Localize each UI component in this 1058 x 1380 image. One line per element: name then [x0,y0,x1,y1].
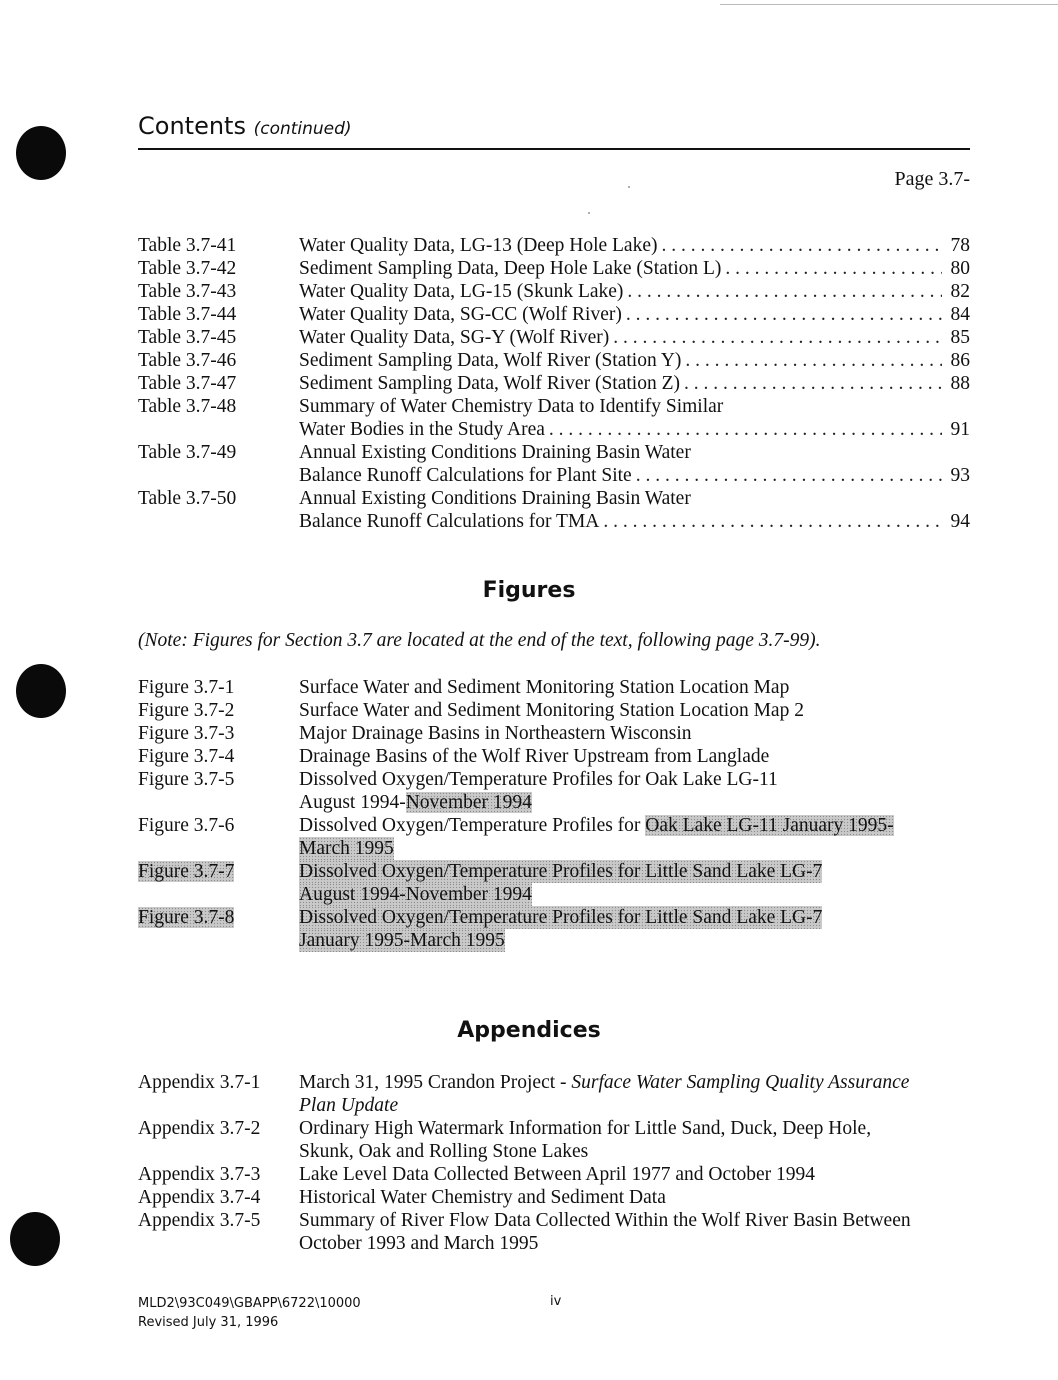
appendices-list [138,1071,970,1255]
table-title: Sediment Sampling Data, Wolf River (Station Y) [299,350,682,371]
figure-row[interactable] [138,768,970,814]
page-header [138,112,970,140]
appendix-number: Appendix 3.7-1 [138,1072,261,1093]
footer-page-number: iv [550,1294,562,1309]
appendix-row[interactable] [138,1117,970,1163]
appendix-title-italic-line2: Plan Update [299,1095,399,1116]
highlighted-text: November 1994 [405,792,532,813]
table-number: Table 3.7-46 [138,350,237,371]
table-number: Table 3.7-47 [138,373,237,394]
table-number: Table 3.7-50 [138,488,237,509]
dot-leader [622,303,942,326]
dot-leader [681,349,942,372]
figure-number: Figure 3.7-2 [138,700,235,721]
figure-title: Major Drainage Basins in Northeastern Wisconsin [299,723,692,744]
table-number: Table 3.7-48 [138,396,237,417]
figure-title: Surface Water and Sediment Monitoring Station Location Map [299,677,790,698]
figure-row[interactable] [138,860,970,906]
page-number: 85 [950,327,970,348]
appendices-heading: Appendices [457,1018,601,1043]
binder-hole-middle [16,664,66,718]
table-title: Water Quality Data, LG-15 (Skunk Lake) [299,281,624,302]
table-number: Table 3.7-44 [138,304,237,325]
tables-list [138,234,970,533]
table-title: Sediment Sampling Data, Wolf River (Station Z) [299,373,680,394]
appendix-title: Summary of River Flow Data Collected Within the Wolf River Basin Between [299,1210,911,1231]
toc-row[interactable] [138,395,970,441]
appendix-row[interactable] [138,1186,970,1209]
toc-row[interactable] [138,349,970,372]
toc-row[interactable] [138,257,970,280]
page-title [138,112,970,140]
figure-number: Figure 3.7-5 [138,769,235,790]
figure-row[interactable] [138,676,970,699]
table-title: Water Quality Data, SG-Y (Wolf River) [299,327,610,348]
page-number: 91 [950,419,970,440]
figure-row[interactable] [138,722,970,745]
dot-leader [657,234,942,257]
scan-edge-line [720,4,1058,5]
header-rule [138,148,970,150]
dot-leader [632,464,942,487]
toc-row[interactable] [138,372,970,395]
table-title: Sediment Sampling Data, Deep Hole Lake (Station L) [299,258,722,279]
table-number: Table 3.7-43 [138,281,237,302]
table-title-line1: Summary of Water Chemistry Data to Identify Similar [299,396,724,417]
page-number: 88 [950,373,970,394]
scan-speck [588,212,590,214]
dot-leader [680,372,942,395]
table-title-line2: Balance Runoff Calculations for TMA [299,511,600,532]
figure-title-line2: August 1994- [299,792,406,813]
page-number: 84 [950,304,970,325]
table-title-line1: Annual Existing Conditions Draining Basin Water [299,488,691,509]
dot-leader [721,257,942,280]
table-title-line2: Balance Runoff Calculations for Plant Site [299,465,632,486]
appendix-title: Ordinary High Watermark Information for Little Sand, Duck, Deep Hole, [299,1118,872,1139]
table-number: Table 3.7-41 [138,235,237,256]
toc-row[interactable] [138,326,970,349]
appendix-number: Appendix 3.7-2 [138,1118,261,1139]
table-number: Table 3.7-49 [138,442,237,463]
page-number: 82 [950,281,970,302]
table-title: Water Quality Data, SG-CC (Wolf River) [299,304,622,325]
binder-hole-top [16,126,66,180]
title-suffix: (continued) [253,119,352,139]
appendix-title-italic: Surface Water Sampling Quality Assurance [571,1072,910,1093]
page-column-label: Page 3.7- [894,168,970,190]
appendix-title-line2: October 1993 and March 1995 [299,1233,539,1254]
figure-title-line1: Dissolved Oxygen/Temperature Profiles for Little Sand Lake LG-7 [299,861,823,882]
dot-leader [623,280,942,303]
page-number: 78 [950,235,970,256]
binder-hole-bottom [10,1212,60,1266]
appendix-number: Appendix 3.7-4 [138,1187,261,1208]
figure-row[interactable] [138,814,970,860]
dot-leader [545,418,942,441]
toc-row[interactable] [138,441,970,487]
figure-number: Figure 3.7-1 [138,677,235,698]
toc-row[interactable] [138,303,970,326]
appendix-row[interactable] [138,1209,970,1255]
figure-title: Surface Water and Sediment Monitoring Station Location Map 2 [299,700,804,721]
page-footer [138,1294,361,1332]
toc-row[interactable] [138,280,970,303]
figure-title: Drainage Basins of the Wolf River Upstream from Langlade [299,746,770,767]
figure-title-line2: August 1994-November 1994 [299,884,532,905]
dot-leader [599,510,942,533]
figure-title-line1: Dissolved Oxygen/Temperature Profiles for Oak Lake LG-11 [299,769,778,790]
page-number: 86 [950,350,970,371]
appendix-title: Lake Level Data Collected Between April 1977 and October 1994 [299,1164,816,1185]
figure-number: Figure 3.7-7 [138,861,235,882]
table-title-line1: Annual Existing Conditions Draining Basin Water [299,442,691,463]
document-path: MLD2\93C049\GBAPP\6722\10000 [138,1296,361,1311]
page-number: 94 [950,511,970,532]
figure-title-line1: Dissolved Oxygen/Temperature Profiles for Little Sand Lake LG-7 [299,907,823,928]
figure-title-line2: January 1995-March 1995 [299,930,505,951]
figure-number: Figure 3.7-4 [138,746,235,767]
table-title-line2: Water Bodies in the Study Area [299,419,545,440]
highlighted-text: March 1995 [299,838,394,859]
appendix-row[interactable] [138,1071,970,1117]
appendix-row[interactable] [138,1163,970,1186]
figure-row[interactable] [138,745,970,768]
table-number: Table 3.7-42 [138,258,237,279]
toc-row[interactable] [138,234,970,257]
dot-leader [609,326,942,349]
figures-note: (Note: Figures for Section 3.7 are located at the end of the text, following page 3.7-99). [138,630,821,651]
appendix-number: Appendix 3.7-5 [138,1210,261,1231]
revision-date: Revised July 31, 1996 [138,1315,279,1330]
appendix-title: March 31, 1995 Crandon Project - [299,1072,572,1093]
page-number: 80 [950,258,970,279]
figure-row[interactable] [138,906,970,952]
page-number: 93 [950,465,970,486]
highlighted-text: Oak Lake LG-11 January 1995- [645,815,894,836]
figure-number: Figure 3.7-3 [138,723,235,744]
appendix-number: Appendix 3.7-3 [138,1164,261,1185]
figures-list [138,676,970,952]
table-title: Water Quality Data, LG-13 (Deep Hole Lake) [299,235,658,256]
appendix-title: Historical Water Chemistry and Sediment Data [299,1187,666,1208]
table-number: Table 3.7-45 [138,327,237,348]
figure-row[interactable] [138,699,970,722]
figure-number: Figure 3.7-8 [138,907,235,928]
appendix-title-line2: Skunk, Oak and Rolling Stone Lakes [299,1141,589,1162]
figure-title-line1: Dissolved Oxygen/Temperature Profiles for [299,815,646,836]
scan-speck [628,186,630,188]
figures-heading: Figures [482,578,576,603]
figure-number: Figure 3.7-6 [138,815,235,836]
toc-row[interactable] [138,487,970,533]
title-text: Contents [138,112,246,140]
